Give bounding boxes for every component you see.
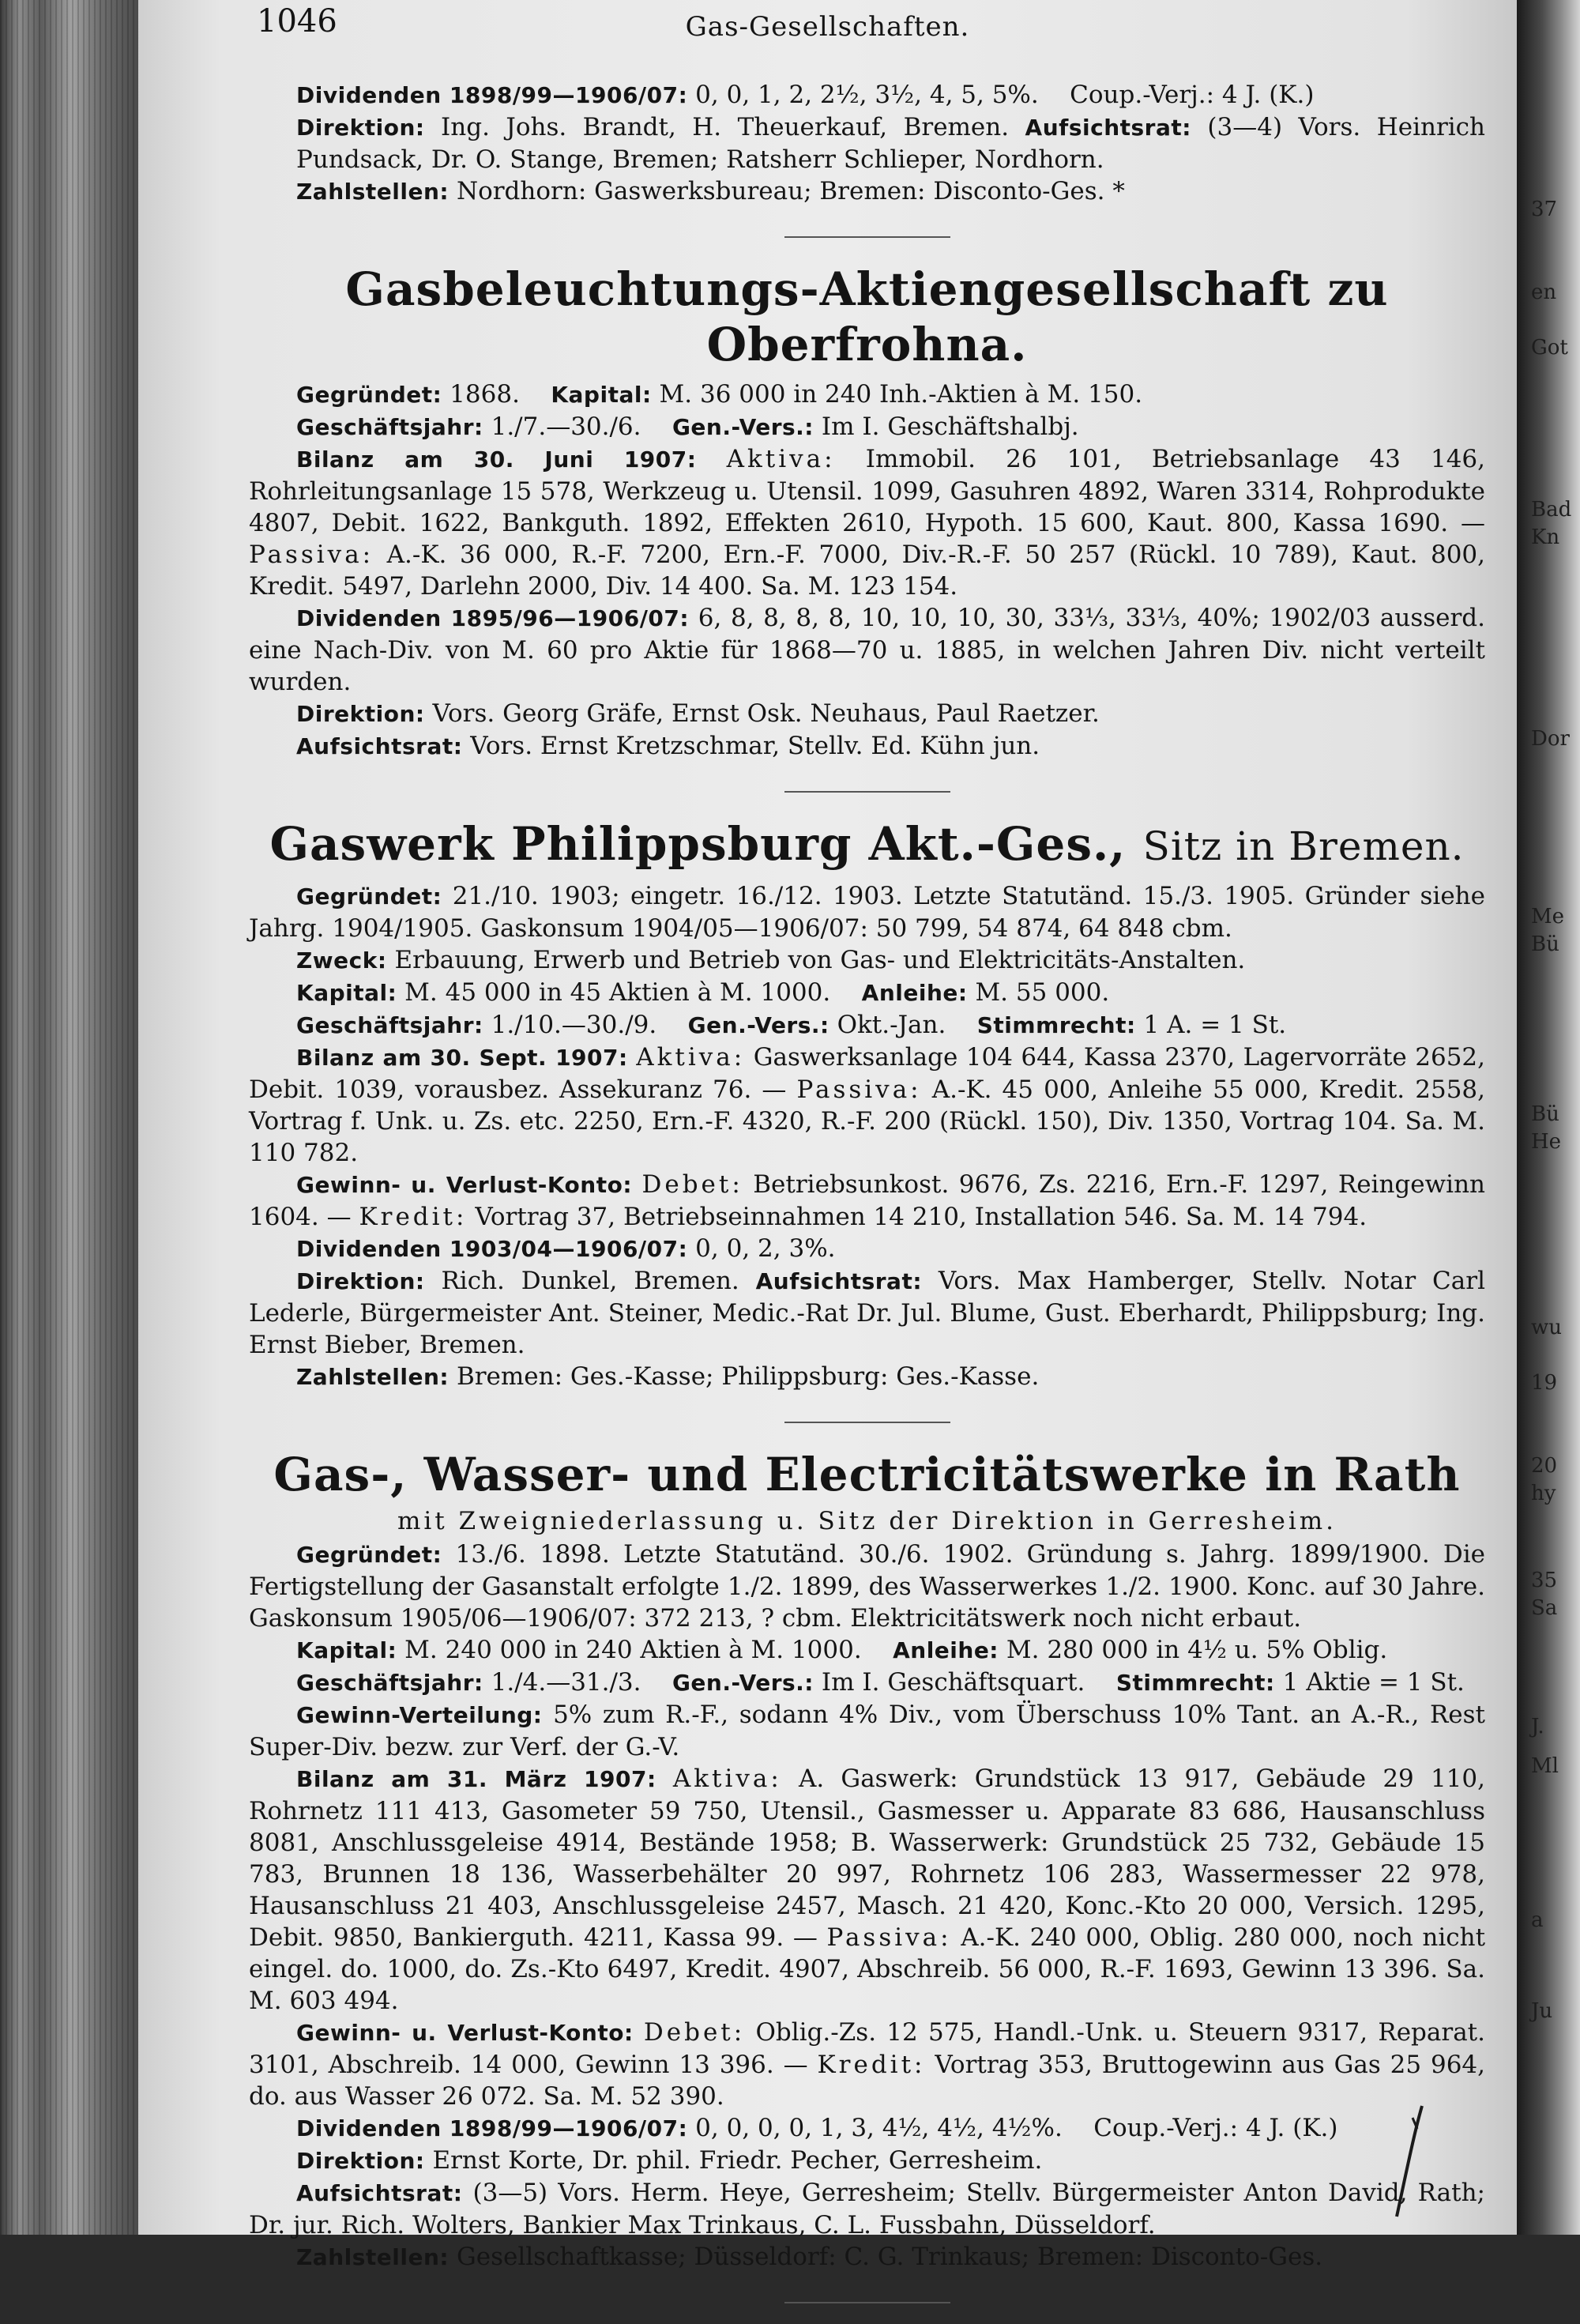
- dividenden-paragraph: [249, 602, 1485, 698]
- zahlstellen-label: Zahlstellen:: [296, 1364, 450, 1390]
- zahlstellen-text: Nordhorn: Gaswerksbureau; Bremen: Disconto-Ges. *: [456, 177, 1125, 205]
- aufsichtsrat-text: (3—4) Vors. Heinrich Pundsack, Dr. O. Stange, Bremen; Ratsherr Schlieper, Nordhorn.: [296, 113, 1486, 174]
- edge-fragment: J.: [1531, 1715, 1544, 1738]
- gegruendet-line: [249, 379, 1485, 411]
- book-spine-left: [0, 0, 138, 2235]
- aufsichtsrat-label: Aufsichtsrat:: [296, 733, 463, 759]
- company-title: [249, 816, 1485, 874]
- section-divider: [784, 2302, 950, 2303]
- geschaeftsjahr-text: 1./10.—30./9.: [491, 1011, 657, 1039]
- running-title: Gas-Gesellschaften.: [685, 11, 970, 43]
- aktiva-label: Aktiva:: [636, 1043, 746, 1072]
- dividenden-label: Dividenden 1898/99—1906/07:: [296, 82, 688, 108]
- coup-text: Coup.-Verj.: 4 J. (K.): [1070, 81, 1315, 109]
- page-number: 1046: [257, 3, 337, 40]
- company-philippsburg: [249, 816, 1485, 1393]
- direktion-label: Direktion:: [296, 1268, 425, 1294]
- gewinnverteilung-label: Gewinn-Verteilung:: [296, 1702, 543, 1728]
- entry-continued: [249, 79, 1485, 208]
- zahlstellen-line: [249, 1361, 1485, 1393]
- direktion-label: Direktion:: [296, 701, 425, 727]
- gegruendet-label: Gegründet:: [296, 1542, 442, 1568]
- gegruendet-text: 1868.: [450, 380, 520, 409]
- adjacent-page-edge: [1517, 0, 1580, 2235]
- kapital-text: M. 240 000 in 240 Aktien à M. 1000.: [404, 1636, 862, 1664]
- dividenden-text: 0, 0, 1, 2, 2½, 3½, 4, 5, 5%.: [695, 81, 1039, 109]
- genvers-text: Im I. Geschäftsquart.: [821, 1668, 1085, 1697]
- anleihe-label: Anleihe:: [861, 980, 968, 1006]
- section-divider: [784, 236, 950, 238]
- geschaeftsjahr-line: [249, 1009, 1485, 1041]
- genvers-label: Gen.-Vers.:: [672, 414, 814, 440]
- edge-fragment: 35: [1531, 1569, 1558, 1592]
- edge-fragment: Me: [1531, 905, 1565, 928]
- edge-fragment: Kn: [1531, 525, 1560, 549]
- gegruendet-text: 13./6. 1898. Letzte Statutänd. 30./6. 1902. Gründung s. Jahrg. 1899/1900. Die Fertigstellung der Gasanstalt erfolgte 1./2. 1899, des Wasserwerkes 1./2. 1900. Konc. auf 30 Jahre. Gaskonsum 1905/06—1906/07: 372 213, ? cbm. Elektricitätswerk noch nicht erbaut.: [249, 1540, 1485, 1633]
- edge-fragment: Dor: [1531, 727, 1570, 751]
- anleihe-text: M. 55 000.: [975, 978, 1110, 1007]
- aufsichtsrat-text: (3—5) Vors. Herm. Heye, Gerresheim; Stellv. Bürgermeister Anton David, Rath; Dr. jur. Rich. Wolters, Bankier Max Trinkaus, C. L. Fussbahn, Düsseldorf.: [249, 2179, 1485, 2239]
- debet-label: Debet:: [643, 2018, 746, 2047]
- bilanz-passiva-text: A.-K. 36 000, R.-F. 7200, Ern.-F. 7000, Div.-R.-F. 50 257 (Rückl. 10 789), Kaut. 800, Kredit. 5497, Darlehn 2000, Div. 14 400. Sa. M. 123 154.: [249, 541, 1485, 601]
- edge-fragment: 20: [1531, 1454, 1558, 1478]
- edge-fragment: 37: [1531, 198, 1558, 221]
- genvers-label: Gen.-Vers.:: [687, 1012, 830, 1038]
- guv-kredit-text: Vortrag 37, Betriebseinnahmen 14 210, Installation 546. Sa. M. 14 794.: [475, 1203, 1367, 1231]
- dividenden-label: Dividenden 1903/04—1906/07:: [296, 1236, 688, 1262]
- gegruendet-label: Gegründet:: [296, 382, 442, 408]
- gegruendet-label: Gegründet:: [296, 883, 442, 910]
- edge-fragment: a: [1531, 1908, 1544, 1932]
- gewinnverteilung-text: 5% zum R.-F., sodann 4% Div., vom Überschuss 10% Tant. an A.-R., Rest Super-Div. bezw. zur Verf. der G.-V.: [249, 1701, 1485, 1761]
- aufsichtsrat-text: Vors. Max Hamberger, Stellv. Notar Carl Lederle, Bürgermeister Ant. Steiner, Medic.-Rat Dr. Jul. Blume, Gust. Eberhardt, Philippsburg; Ing. Ernst Bieber, Bremen.: [249, 1267, 1485, 1359]
- edge-fragment: Got: [1531, 336, 1568, 360]
- edge-fragment: en: [1531, 281, 1557, 304]
- stimmrecht-label: Stimmrecht:: [1115, 1670, 1275, 1696]
- dividenden-text: 6, 8, 8, 8, 8, 10, 10, 10, 30, 33⅓, 33⅓, 40%; 1902/03 ausserd. eine Nach-Div. von M. 60 pro Aktie für 1868—70 u. 1885, in welchen Jahren Div. nicht verteilt wurden.: [249, 604, 1486, 696]
- bilanz-paragraph: [249, 443, 1485, 602]
- dividenden-line: [249, 2112, 1485, 2145]
- coup-text: Coup.-Verj.: 4 J. (K.): [1093, 2114, 1338, 2142]
- bilanz-passiva-text: A.-K. 240 000, Oblig. 280 000, noch nicht eingel. do. 1000, do. Zs.-Kto 6497, Kredit. 4907, Abschreib. 56 000, R.-F. 1693, Gewinn 13 396. Sa. M. 603 494.: [249, 1923, 1486, 2015]
- company-title: Gas-, Wasser- und Electricitätswerke in Rath: [273, 1448, 1461, 1501]
- dividenden-text: 0, 0, 0, 0, 1, 3, 4½, 4½, 4½%.: [695, 2114, 1063, 2142]
- company-oberfrohna: [249, 262, 1485, 763]
- guv-debet-text: Betriebsunkost. 9676, Zs. 2216, Ern.-F. 1297, Reingewinn 1604. —: [249, 1170, 1486, 1231]
- edge-fragment: Bü: [1531, 932, 1559, 956]
- bilanz-paragraph: [249, 1763, 1485, 2017]
- direktion-paragraph: [249, 1265, 1485, 1361]
- stimmrecht-label: Stimmrecht:: [976, 1012, 1136, 1038]
- stimmrecht-text: 1 Aktie = 1 St.: [1282, 1668, 1465, 1697]
- zahlstellen-line: [249, 2241, 1485, 2273]
- aufsichtsrat-label: Aufsichtsrat:: [296, 2180, 463, 2206]
- direktion-text: Ernst Korte, Dr. phil. Friedr. Pecher, Gerresheim.: [432, 2146, 1043, 2175]
- dividenden-label: Dividenden 1895/96—1906/07:: [296, 605, 690, 631]
- passiva-label: Passiva:: [796, 1075, 922, 1104]
- gegruendet-text: 21./10. 1903; eingetr. 16./12. 1903. Letzte Statutänd. 15./3. 1905. Gründer siehe Jahrg. 1904/1905. Gaskonsum 1904/05—1906/07: 50 799, 54 874, 64 848 cbm.: [249, 882, 1485, 943]
- page-content: [249, 79, 1485, 2324]
- book-page: [138, 0, 1517, 2271]
- dividenden-text: 0, 0, 2, 3%.: [695, 1234, 836, 1263]
- edge-fragment: wu: [1531, 1316, 1562, 1339]
- guv-paragraph: [249, 1169, 1485, 1233]
- edge-fragment: Ml: [1531, 1754, 1559, 1778]
- direktion-line: [249, 2145, 1485, 2177]
- genvers-text: Im I. Geschäftshalbj.: [821, 412, 1079, 441]
- bilanz-label: Bilanz am 31. März 1907:: [296, 1766, 656, 1792]
- guv-label: Gewinn- u. Verlust-Konto:: [296, 2020, 634, 2046]
- dividenden-line: [249, 79, 1485, 111]
- geschaeftsjahr-text: 1./7.—30./6.: [491, 412, 641, 441]
- direktion-label: Direktion:: [296, 115, 425, 141]
- anleihe-label: Anleihe:: [893, 1637, 999, 1663]
- direktion-text: Rich. Dunkel, Bremen.: [441, 1267, 739, 1295]
- kapital-label: Kapital:: [296, 1637, 397, 1663]
- company-title-main: Gaswerk Philippsburg Akt.-Ges.,: [269, 817, 1127, 871]
- zweck-line: [249, 944, 1485, 977]
- edge-fragment: Bad: [1531, 498, 1572, 522]
- direktion-label: Direktion:: [296, 2148, 425, 2174]
- zweck-label: Zweck:: [296, 947, 387, 974]
- aufsichtsrat-line: [249, 730, 1485, 763]
- guv-debet-text: Oblig.-Zs. 12 575, Handl.-Unk. u. Steuern 9317, Reparat. 3101, Abschreib. 14 000, Gewinn 13 396. —: [249, 2018, 1485, 2079]
- aufsichtsrat-paragraph: [249, 2177, 1485, 2241]
- section-divider: [784, 1422, 950, 1423]
- bilanz-paragraph: [249, 1041, 1485, 1169]
- aufsichtsrat-label: Aufsichtsrat:: [1025, 115, 1191, 141]
- genvers-label: Gen.-Vers.:: [672, 1670, 814, 1696]
- direktion-line: [249, 698, 1485, 730]
- section-divider: [784, 791, 950, 793]
- edge-fragment: He: [1531, 1130, 1562, 1154]
- kapital-line: [249, 1634, 1485, 1667]
- direktion-line: [249, 111, 1485, 175]
- gegruendet-paragraph: [249, 1539, 1485, 1634]
- kapital-label: Kapital:: [551, 382, 652, 408]
- edge-fragment: Sa: [1531, 1596, 1558, 1620]
- geschaeftsjahr-label: Geschäftsjahr:: [296, 414, 483, 440]
- direktion-text: Vors. Georg Gräfe, Ernst Osk. Neuhaus, Paul Raetzer.: [432, 699, 1100, 728]
- passiva-label: Passiva:: [249, 541, 374, 569]
- geschaeftsjahr-label: Geschäftsjahr:: [296, 1012, 483, 1038]
- genvers-text: Okt.-Jan.: [837, 1011, 946, 1039]
- aufsichtsrat-text: Vors. Ernst Kretzschmar, Stellv. Ed. Kühn jun.: [470, 732, 1040, 760]
- aufsichtsrat-label: Aufsichtsrat:: [755, 1268, 923, 1294]
- bilanz-aktiva-text: Immobil. 26 101, Betriebsanlage 43 146, Rohrleitungsanlage 15 578, Werkzeug u. Utensil. 1099, Gasuhren 4892, Waren 3314, Rohprodukte 4807, Debit. 1622, Bankguth. 1892, Effekten 2610, Hypoth. 15 600, Kaut. 800, Kassa 1690. —: [249, 445, 1485, 537]
- kapital-label: Kapital:: [296, 980, 397, 1006]
- dividenden-label: Dividenden 1898/99—1906/07:: [296, 2115, 688, 2141]
- bilanz-passiva-text: A.-K. 45 000, Anleihe 55 000, Kredit. 2558, Vortrag f. Unk. u. Zs. etc. 2250, Ern.-F. 4320, R.-F. 200 (Rückl. 150), Div. 1350, Vortrag 104. Sa. M. 110 782.: [249, 1075, 1485, 1167]
- pen-stroke-mark: [1390, 2102, 1430, 2220]
- bilanz-label: Bilanz am 30. Sept. 1907:: [296, 1045, 628, 1071]
- guv-kredit-text: Vortrag 353, Bruttogewinn aus Gas 25 964, do. aus Wasser 26 072. Sa. M. 52 390.: [249, 2051, 1486, 2111]
- company-title-suffix: Sitz in Bremen.: [1142, 823, 1465, 869]
- stimmrecht-text: 1 A. = 1 St.: [1143, 1011, 1287, 1039]
- guv-paragraph: [249, 2017, 1485, 2112]
- geschaeftsjahr-line: [249, 1667, 1485, 1699]
- edge-fragment: 19: [1531, 1371, 1558, 1395]
- geschaeftsjahr-line: [249, 411, 1485, 443]
- aktiva-label: Aktiva:: [672, 1765, 782, 1793]
- bilanz-aktiva-text: A. Gaswerk: Grundstück 13 917, Gebäude 29 110, Rohrnetz 111 413, Gasometer 59 750, Utensil., Gasmesser u. Apparate 83 686, Hausanschluss 8081, Anschlussgeleise 4914, Bestände 1958; B. Wasserwerk: Grundstück 25 732, Gebäude 15 783, Brunnen 18 136, Wasserbehälter 20 997, Rohrnetz 106 283, Wassermesser 22 978, Hausanschluss 21 403, Anschlussgeleise 2457, Masch. 21 420, Konc.-Kto 20 000, Versich. 1295, Debit. 9850, Bankierguth. 4211, Kassa 99. —: [249, 1765, 1485, 1952]
- edge-fragment: Bü: [1531, 1102, 1559, 1126]
- company-rath: [249, 1447, 1485, 2273]
- kredit-label: Kredit:: [359, 1203, 468, 1231]
- zahlstellen-label: Zahlstellen:: [296, 2244, 450, 2270]
- zahlstellen-text: Gesellschaftkasse; Düsseldorf: C. G. Trinkaus; Bremen: Disconto-Ges.: [456, 2243, 1323, 2271]
- edge-fragment: hy: [1531, 1482, 1556, 1505]
- geschaeftsjahr-text: 1./4.—31./3.: [491, 1668, 641, 1697]
- debet-label: Debet:: [641, 1170, 743, 1199]
- bilanz-aktiva-text: Gaswerksanlage 104 644, Kassa 2370, Lagervorräte 2652, Debit. 1039, vorausbez. Assekuranz 76. —: [249, 1043, 1486, 1104]
- bilanz-label: Bilanz am 30. Juni 1907:: [296, 446, 697, 473]
- guv-label: Gewinn- u. Verlust-Konto:: [296, 1172, 633, 1198]
- kapital-text: M. 36 000 in 240 Inh.-Aktien à M. 150.: [659, 380, 1143, 409]
- aktiva-label: Aktiva:: [726, 445, 836, 473]
- company-title: Gasbeleuchtungs-Aktiengesellschaft zu Oberfrohna.: [345, 262, 1389, 371]
- kapital-text: M. 45 000 in 45 Aktien à M. 1000.: [404, 978, 831, 1007]
- anleihe-text: M. 280 000 in 4½ u. 5% Oblig.: [1006, 1636, 1388, 1664]
- kredit-label: Kredit:: [817, 2051, 926, 2079]
- gewinnverteilung-paragraph: [249, 1699, 1485, 1763]
- kapital-line: [249, 977, 1485, 1009]
- gegruendet-paragraph: [249, 880, 1485, 944]
- geschaeftsjahr-label: Geschäftsjahr:: [296, 1670, 483, 1696]
- passiva-label: Passiva:: [826, 1923, 952, 1952]
- zweck-text: Erbauung, Erwerb und Betrieb von Gas- und Elektricitäts-Anstalten.: [394, 946, 1246, 974]
- zahlstellen-line: [249, 175, 1485, 208]
- zahlstellen-text: Bremen: Ges.-Kasse; Philippsburg: Ges.-Kasse.: [456, 1362, 1040, 1391]
- dividenden-line: [249, 1233, 1485, 1265]
- company-subtitle: mit Zweigniederlassung u. Sitz der Direktion in Gerresheim.: [397, 1507, 1337, 1535]
- zahlstellen-label: Zahlstellen:: [296, 179, 450, 205]
- edge-fragment: Ju: [1531, 1999, 1553, 2023]
- direktion-text: Ing. Johs. Brandt, H. Theuerkauf, Bremen.: [441, 113, 1010, 141]
